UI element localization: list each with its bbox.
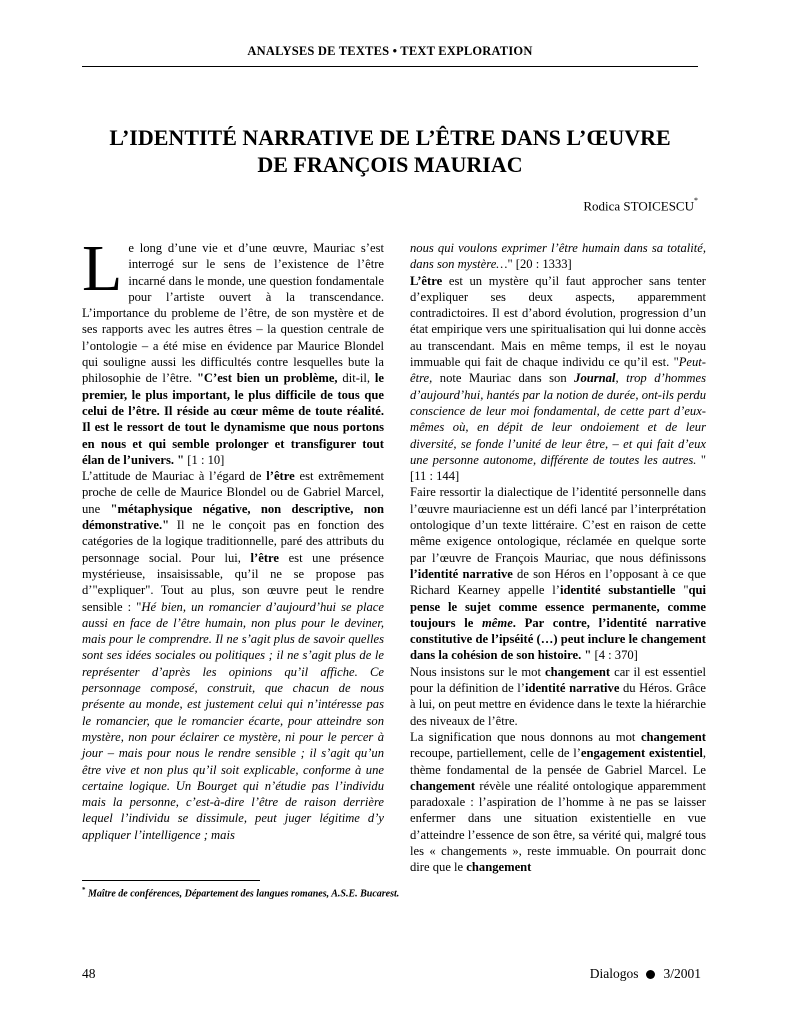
footnote-rule xyxy=(82,880,260,881)
text-run-italic: nous qui voulons exprimer l’être humain dans sa totalité, dans son mystère… xyxy=(410,241,706,272)
bullet-icon xyxy=(646,970,655,979)
paragraph-5 xyxy=(410,484,706,663)
paragraph-3 xyxy=(410,240,706,273)
text-run: L’attitude de Mauriac à l’égard de xyxy=(82,469,267,484)
text-run: car il est essentiel pour la définition de l’ xyxy=(410,664,706,696)
citation: " [11 : 144] xyxy=(410,452,707,484)
text-run: , thème fondamental de la pensée de Gabriel Marcel. Le xyxy=(410,746,706,777)
text-run: Nous insistons sur le mot xyxy=(410,664,545,679)
text-run-bold: qui pense le sujet comme essence permanente, comme toujours le xyxy=(410,583,706,630)
running-head: ANALYSES DE TEXTES • TEXT EXPLORATION xyxy=(247,44,533,58)
citation: [4 : 370] xyxy=(591,648,638,663)
text-run-bold: changement xyxy=(466,860,532,875)
citation: [1 : 10] xyxy=(184,452,225,467)
text-run-bold-italic: même xyxy=(482,615,513,630)
article-title xyxy=(82,124,698,178)
text-run: note Mauriac dans son xyxy=(432,371,575,386)
left-column xyxy=(82,232,385,843)
text-run: est une présence mystérieuse, insaisissable, qu’il ne se propose pas d’"expliquer". Tout au plus, son œuvre peut le rendre sensible : " xyxy=(82,550,385,614)
text-run-bold: changement xyxy=(640,729,706,744)
journal-issue: 3/2001 xyxy=(663,966,701,981)
text-run: de son Héros en l’opposant à ce que Richard Kearney appelle l’ xyxy=(410,566,706,598)
text-run-italic: Peut-être, xyxy=(410,355,706,386)
text-run-italic: , xyxy=(615,371,627,386)
text-run: La signification que nous donnons au mot xyxy=(410,729,641,744)
text-run-bold: "C’est bien un problème, xyxy=(196,371,338,386)
author-footnote-mark: * xyxy=(694,196,698,205)
text-run-bold: engagement existentiel xyxy=(580,746,703,761)
title-line-2: DE FRANÇOIS MAURIAC xyxy=(257,152,523,177)
paragraph-4 xyxy=(410,273,706,485)
text-run-bold-italic: Journal xyxy=(574,371,616,386)
text-run: " xyxy=(675,583,689,598)
citation: " [20 : 1333] xyxy=(507,257,572,272)
paragraph-6 xyxy=(410,664,706,729)
text-run-bold: l’être xyxy=(266,469,295,484)
text-run-bold: l’identité narrative xyxy=(410,566,513,581)
text-run: e long d’une vie et d’une œuvre, Mauriac s’est interrogé sur le sens de l’existence de l’être incarné dans le monde, une question fondamentale pour l’artiste ouvert à la transcendance. L’importance du probleme de l’être, de son mystère et de ses rapports avec les autres êtres – la question centrale de l’ontologie – a été mise en évidence par Maurice Blondel qui souligne aussi les difficultés contre lesquelles bute la philosophie de l’être. xyxy=(82,241,384,386)
footnote-text: Maître de conférences, Département des langues romanes, A.S.E. Bucarest. xyxy=(85,888,400,900)
header-rule xyxy=(82,66,698,67)
right-column xyxy=(410,240,706,876)
text-run-bold: l’être xyxy=(250,550,279,565)
page-number: 48 xyxy=(82,966,96,981)
text-run: Il ne le conçoit pas en fonction des catégories de la logique traditionnelle, paré des attributs du personnage social. Pour lui, xyxy=(82,518,384,565)
title-line-1: L’IDENTITÉ NARRATIVE DE L’ÊTRE DANS L’ŒUVRE xyxy=(109,125,671,150)
text-run: est extrêmement proche de celle de Maurice Blondel ou de Gabriel Marcel, une xyxy=(82,469,384,516)
text-run: Faire ressortir la dialectique de l’identité personnelle dans l’œuvre mauriacienne est un défi lancé par l’interprétation ontologique d’un texte littéraire. C’est en raison de cette même exigence ontologique, réclamée en quelque sorte par l’œuvre de François Mauriac, que nous définissons xyxy=(410,485,706,565)
journal-name: Dialogos xyxy=(589,966,639,981)
text-run: dit-il, xyxy=(337,371,375,386)
text-run-bold: identité narrative xyxy=(524,681,620,696)
footnote xyxy=(82,886,698,899)
text-run: révèle une réalité ontologique apparemment paradoxale : l’aspiration de l’homme à ne pas se laisser enfermer dans une situation existentielle en vue d’atteindre l’essence de son être, sa vérité qui, malgré tous les « changements », reste immuable. On pourrait donc dire que le xyxy=(410,778,706,875)
text-run-italic: trop d’hommes d’aujourd’hui, hantés par la notion de durée, ont-ils perdu conscience de leur moi fondamental, de cette part d’eux-mêmes où, en dépit de leur ondoiement et de leur diversité, se fonde l’unité de leur être, – et qui fait d’eux une personne autonome, différente de toutes les autres. xyxy=(410,371,706,467)
text-run: recoupe, partiellement, celle de l’ xyxy=(410,746,581,761)
paragraph-1 xyxy=(82,232,384,468)
text-run-bold: changement xyxy=(545,664,611,679)
paragraph-7 xyxy=(410,729,706,876)
author-text: Rodica STOICESCU xyxy=(583,198,694,214)
text-run-bold: changement xyxy=(410,778,476,793)
text-run: du Héros. Grâce à lui, on peut mettre en évidence dans le texte la hiérarchie des niveaux de l’être. xyxy=(410,681,706,728)
footnote-mark: * xyxy=(82,886,86,894)
text-run-bold: identité substantielle xyxy=(559,583,676,598)
text-run-bold: "métaphysique négative, non descriptive, non démonstrative." xyxy=(82,501,385,533)
text-run-bold: le premier, le plus important, le plus difficile de tous que celui de l’être. Il réside au cœur même de toute réalité. Il est le ressort de tout le dynamisme que nous portons en nous et qui semble prolonger et transfigurer tout élan de l’univers. " xyxy=(82,371,384,467)
text-run-bold: L’être xyxy=(410,273,443,288)
journal-footer xyxy=(590,966,701,982)
text-run: est un mystère qu’il faut approcher sans tenter d’expliquer ses deux aspects, apparemment contradictoires. Il est d’abord évolution, progression d’un état empirique vers une spiritualisation qui lui donne accès au transcendant. Mais en même temps, il est le noyau immuable qui fait de chaque individu ce qu’il est. " xyxy=(410,273,706,370)
text-run-bold: . Par contre, l’identité narrative constitutive de l’ipséité (…) peut inclure le changement dans la cohésion de son histoire. " xyxy=(410,615,706,663)
author-name xyxy=(583,198,698,214)
paragraph-2 xyxy=(82,468,384,843)
text-run-italic: Hé bien, un romancier d’aujourd’hui se place aussi en face de l’être humain, non plus pour le deviner, mais pour le comprendre. Il ne s’agit plus de savoir quelles sont ses idées sociales ou politiques ; il ne s’agit plus de le représenter d’après les opinions qu’il affiche. Ce personnage composé, construit, que chacun de nous présente au monde, est justement celui qui n’intéresse pas le romancier, que le romancier écarte, pour atteindre son mystère, non pour éclairer ce mystère, ni pour le percer à jour – mais pour nous le rendre sensible ; il s’agit qu’un être vive et non plus qu’il soit explicable, conforme à une certaine logique. Un Bourget qui n’étudie pas l’individu mais la personne, c’est-à-dire l’être de raison derrière lequel l’individu se dissimule, peut juger légitime d’y appliquer l’intelligence ; mais xyxy=(82,599,384,842)
drop-cap: L xyxy=(82,232,123,305)
